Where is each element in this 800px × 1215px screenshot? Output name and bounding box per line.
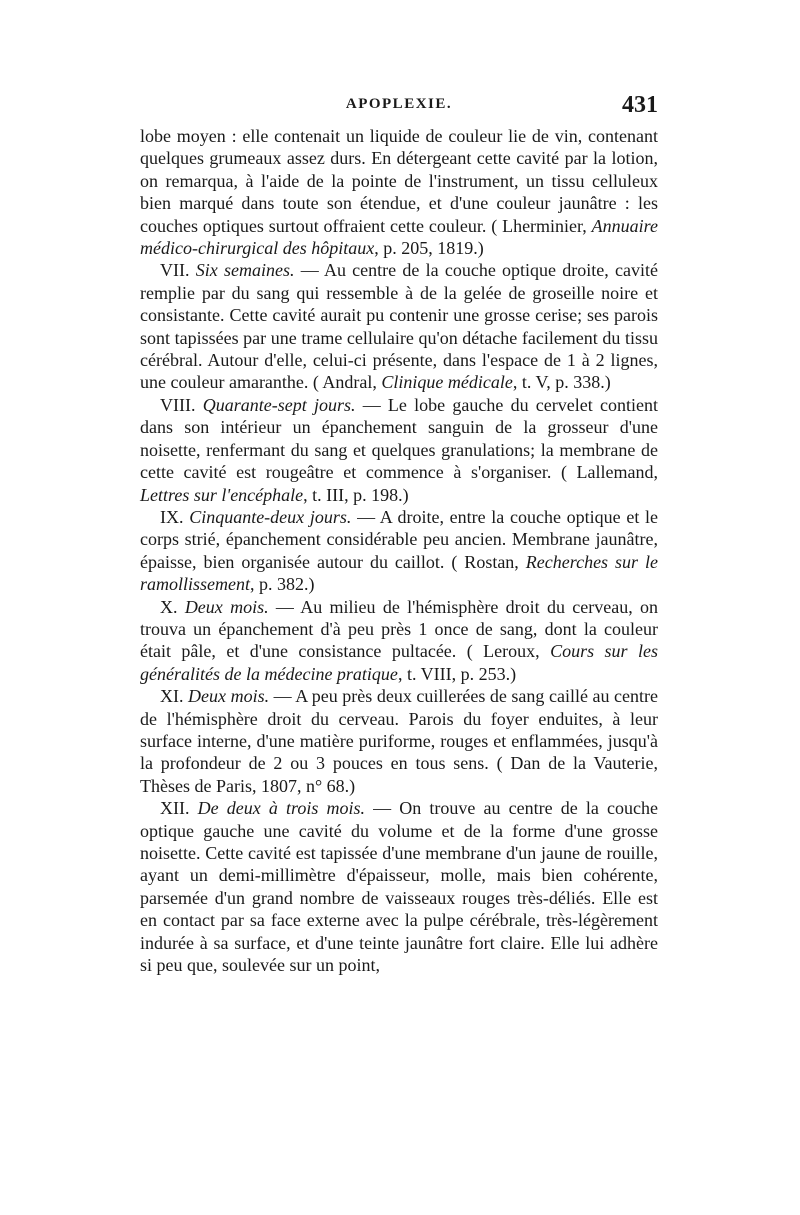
case-duration: Quarante-sept jours. — [202, 394, 356, 415]
case-entry-xi — [140, 685, 658, 797]
text-run: — A peu près deux cuillerées de sang caillé au centre de l'hémisphère droit du cerveau. Parois du foyer enduites, à leur surface interne, d'une matière puriforme, rouges et enflammées, jusqu'à la profondeur de 2 ou 3 pouces en tous sens. ( Dan de la Vauterie, Thèses de Paris, 1807, n° 68.) — [140, 686, 658, 796]
text-run: — Au centre de la couche optique droite, cavité remplie par du sang qui ressemble à de la gelée de groseille noire et consistante. Cette cavité aurait pu contenir une grosse cerise; ses parois sont tapissées par une trame cellulaire qu'on détache facilement du tissu cérébral. Autour d'elle, celui-ci présente, dans l'espace de 1 à 2 lignes, une couleur amaranthe. ( Andral, — [140, 260, 658, 393]
case-entry-xii — [140, 797, 658, 976]
page-number: 431 — [622, 92, 658, 118]
case-number: XI. — [160, 686, 189, 707]
text-run: lobe moyen : elle contenait un liquide de couleur lie de vin, contenant quelques grumeaux assez durs. En détergeant cette cavité par la lotion, on remarqua, à l'aide de la pointe de l'instrument, un tissu celluleux bien marqué dans toute son étendue, et d'une couleur jaunâtre : les couches optiques surtout offraient cette couleur. ( Lherminier, — [140, 126, 658, 236]
citation-title: Clinique médicale — [381, 372, 513, 393]
text-run: , t. V, p. 338.) — [512, 372, 611, 393]
case-number: VIII. — [160, 394, 203, 415]
case-duration: De deux à trois mois. — [197, 798, 365, 819]
text-run: — On trouve au centre de la couche optique gauche une cavité du volume et de la forme d'une grosse noisette. Cette cavité est tapissée d'une membrane d'un jaune de rouille, ayant un demi-millimètre d'épaisseur, molle, mais bien cohérente, parsemée d'un grand nombre de vaisseaux rouges très-déliés. Elle est en contact par sa face externe avec la pulpe cérébrale, très-légèrement indurée à sa surface, et d'une teinte jaunâtre fort claire. Elle lui adhère si peu que, soulevée sur un point, — [140, 798, 658, 976]
text-run: — Le lobe gauche du cervelet contient dans son intérieur un épanchement sanguin de la grosseur d'une noisette, renfermant du sang et quelques granulations; la membrane de cette cavité est rougeâtre et commence à s'organiser. ( Lallemand, — [140, 394, 658, 483]
paragraph-continuation — [140, 125, 658, 259]
text-run: , t. VIII, p. 253.) — [397, 663, 517, 684]
case-duration: Deux mois. — [184, 596, 269, 617]
text-run: , p. 205, 1819.) — [374, 238, 484, 259]
case-number: VII. — [160, 260, 196, 281]
case-entry-vii — [140, 259, 658, 393]
page-header — [140, 92, 658, 122]
citation-title: Recherches sur le ramollissement — [140, 551, 658, 595]
case-duration: Six semaines. — [195, 260, 295, 281]
text-run: , t. III, p. 198.) — [303, 484, 409, 505]
citation-title: Cours sur les généralités de la médecine pratique — [140, 641, 658, 684]
case-number: XII. — [160, 798, 198, 819]
case-duration: Cinquante-deux jours. — [189, 506, 352, 527]
text-run: — Au milieu de l'hémisphère droit du cerveau, on trouva un épanchement d'à peu près 1 once de sang, dont la couleur était pâle, et d'une consistance pultacée. ( Leroux, — [140, 596, 659, 662]
body-text — [140, 125, 658, 976]
case-number: X. — [160, 596, 185, 617]
citation-title: Lettres sur l'encéphale — [140, 484, 304, 505]
running-title: APOPLEXIE. — [345, 96, 453, 112]
text-run: — A droite, entre la couche optique et le corps strié, épanchement considérable peu ancien. Membrane jaunâtre, épaisse, bien organisée autour du caillot. ( Rostan, — [140, 506, 659, 572]
text-run: , p. 382.) — [250, 574, 315, 595]
case-entry-viii — [140, 394, 658, 506]
citation-title: Annuaire médico-chirurgical des hôpitaux — [140, 215, 658, 259]
case-entry-ix — [140, 506, 658, 596]
case-entry-x — [140, 596, 658, 686]
case-number: IX. — [160, 506, 190, 527]
case-duration: Deux mois. — [188, 686, 270, 707]
